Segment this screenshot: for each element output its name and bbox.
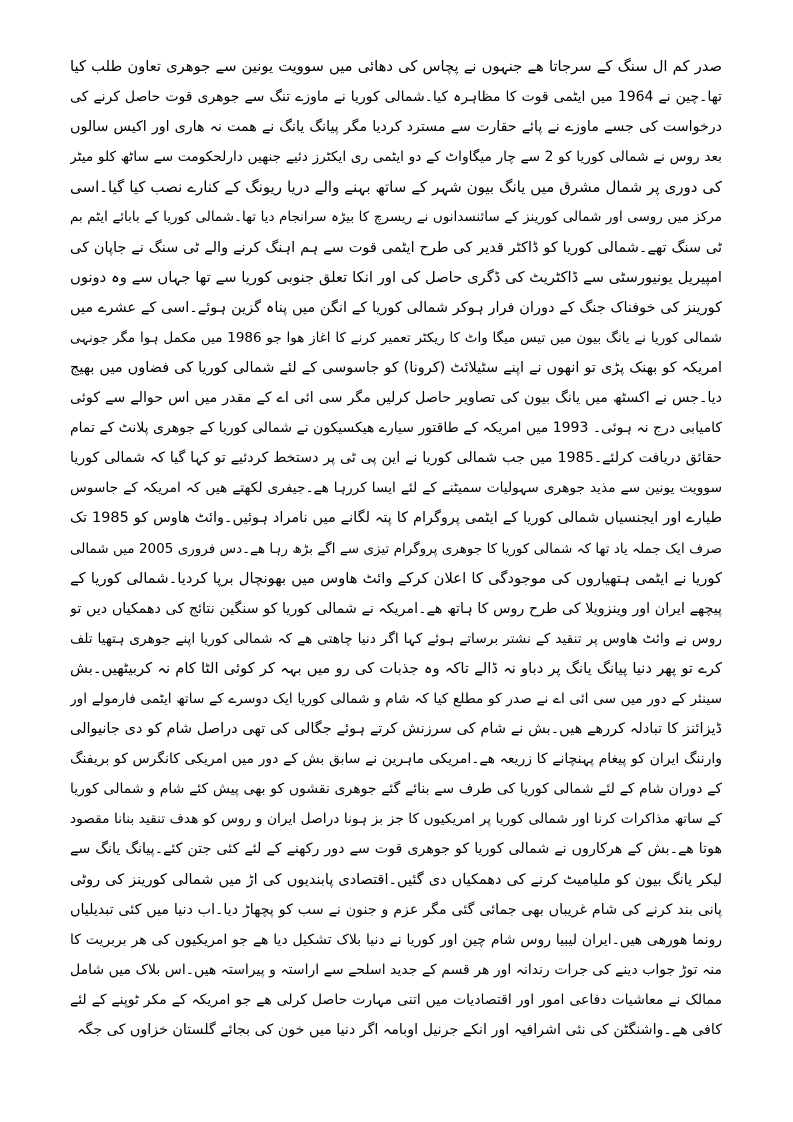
text-line: طیارے اور ایجنسیاں شمالی کوریا کے ایٹمی پروگرام کا پتہ لگانے میں نامراد ہوئیں۔وائٹ ھاوس کو 1985 تک xyxy=(70,510,722,527)
text-line: لیکر یانگ بیون کو ملیامیٹ کرنے کی دھمکیاں دی گئیں۔اقتصادی پابندیوں کی اڑ میں شمالی کورینز کی روٹی xyxy=(70,871,722,888)
text-line: رونما ھورھی ھیں۔ایران لیبیا روس شام چین اور کوریا نے دنیا بلاک تشکیل دیا ھے جو امریکیوں کی ھر بربریت کا xyxy=(70,931,722,948)
text-line: کامیابی درج نہ ہوئی۔ 1993 میں امریکہ کے طاقتور سیارے ھیکسیکون نے شمالی کوریا کے جوھری پلانٹ کے تمام xyxy=(70,420,722,437)
text-line: ڈیزائنز کا تبادلہ کررھے ھیں۔بش نے شام کی سرزنش کرتے ہوئے جگالی کی تھی دراصل شام کو دی جانیوالی xyxy=(70,721,722,738)
text-line: امریکہ کو بھنک پڑی تو انھوں نے اپنے سٹیلائٹ (کرونا) کو جاسوسی کے لئے شمالی کوریا کی فضاوں میں بھیج xyxy=(70,359,722,376)
article-body xyxy=(70,52,722,1045)
text-line: منہ توڑ جواب دینے کی جرات رندانہ اور ھر قسم کے جدید اسلحے سے اراستہ و پیراستہ ھیں۔اس بلاک میں شامل xyxy=(70,961,722,978)
text-line: پیچھے ایران اور وینزویلا کی طرح روس کا ہاتھ ھے۔امریکہ نے شمالی کوریا کو سنگین نتائج کی دھمکیاں دیں تو xyxy=(70,600,722,617)
text-line: کے دوران شام کے لئے شمالی کوریا کی طرف سے بنائے گئے جوھری نقشوں کو بھی پیش کئے شام و شمالی کوریا xyxy=(70,781,722,798)
text-line: کے ساتھ مذاکرات کرنا اور شمالی کوریا پر امریکیوں کا جز بز ہونا دراصل ایران و روس کو ھدف تنقید بنانا مقصود xyxy=(70,811,722,828)
text-line: دیا۔جس نے اکسٹھ میں یانگ بیون کی تصاویر حاصل کرلیں مگر سی ائی اے کے مقدر میں اس حوالے سے کوئی xyxy=(70,390,722,407)
text-line: تھا۔چین نے 1964 میں ایٹمی قوت کا مظاہرہ کیا۔شمالی کوریا نے ماوزے تنگ سے جوھری قوت حاصل کرنے کی xyxy=(70,89,722,106)
text-line: شمالی کوریا نے یانگ بیون میں تیس میگا واٹ کا ریکٹر تعمیر کرنے کا اغاز ھوا جو 1986 میں مکمل ہوا مگر جونہی xyxy=(70,329,722,346)
text-line: وارننگ ایران کو پیغام پہنچانے کا زریعہ ھے۔امریکی ماہرین نے سابق بش کے دور میں امریکی کانگرس کو بریفنگ xyxy=(70,751,722,768)
text-line: کوریا نے ایٹمی ہتھیاروں کی موجودگی کا اعلان کرکے وائٹ ھاوس میں بھونچال برپا کردیا۔شمالی کوریا کے xyxy=(70,569,722,587)
text-line: ھوتا ھے۔بش کے ھرکاروں نے شمالی کوریا کو جوھری قوت سے دور رکھنے کے لئے کئی جتن کئے۔پیانگ یانگ سے xyxy=(70,841,722,858)
text-line: کافی ھے۔واشنگٹن کی نئی اشرافیہ اور انکے جرنیل اوبامہ اگر دنیا میں خون کی بجائے گلستان خزاوں کی جگہ xyxy=(77,1022,722,1038)
text-line: صدر کم ال سنگ کے سرجاتا ھے جنہوں نے پچاس کی دھائی میں سوویت یونین سے جوھری تعاون طلب کیا xyxy=(70,58,722,75)
text-line: حقائق دریافت کرلئے۔1985 میں جب شمالی کوریا نے این پی ٹی پر دستخط کردئیے تو کہا گیا کہ شمالی کوریا xyxy=(70,450,722,467)
text-line: کورینز کی خوفناک جنگ کے دوران فرار ہوکر شمالی کوریا کے انگن میں پناہ گزین ہوئے۔اسی کے عشرے میں xyxy=(70,299,722,316)
text-line: سوویت یونین سے مذید جوھری سہولیات سمیٹنے کے لئے ایسا کررہا ھے۔جیفری لکھتے ھیں کہ امریکہ کے جاسوس xyxy=(70,480,722,497)
text-line: ٹی سنگ تھے۔شمالی کوریا کو ڈاکٹر قدیر کی طرح ایٹمی قوت سے ہم اہنگ کرنے والے ٹی سنگ نے جاپان کی xyxy=(70,239,722,256)
text-line: روس نے وائٹ ھاوس پر تنقید کے نشتر برساتے ہوئے کہا اگر دنیا چاھتی ھے کہ شمالی کوریا اپنے جوھری ہتھیا تلف xyxy=(70,630,722,647)
text-line: امپیریل یونیورسٹی سے ڈاکٹریٹ کی ڈگری حاصل کی اور انکا تعلق جنوبی کوریا سے تھا جہاں سے وہ دونوں xyxy=(70,268,722,286)
text-line: درخواست کی جسے ماوزے نے پائے حقارت سے مسترد کردیا مگر پیانگ یانگ نے ھمت نہ ھاری اور اکیس سالوں xyxy=(70,119,722,136)
text-line: بعد روس نے شمالی کوریا کو 2 سے چار میگاواٹ کے دو ایٹمی ری ایکٹرز دئیے جنھیں دارلحکومت سے ساٹھ کلو میٹر xyxy=(70,149,722,166)
text-line: پانی بند کرنے کی شام غریباں بھی جمائی گئی مگر عزم و جنون نے سب کو پچھاڑ دیا۔اب دنیا میں کئی تبدیلیاں xyxy=(70,901,722,918)
text-line: کی دوری پر شمال مشرق میں یانگ بیون شہر کے ساتھ بہنے والے دریا ریونگ کے کنارے نصب کیا گیا۔اسی xyxy=(70,178,722,197)
text-line: صرف ایک جملہ یاد تھا کہ شمالی کوریا کا جوھری پروگرام تیزی سے اگے بڑھ رہا ھے۔دس فروری 2005 میں شمالی xyxy=(70,540,722,557)
text-line: مرکز میں روسی اور شمالی کورینز کے سائنسدانوں نے ریسرچ کا بیڑہ سرانجام دیا تھا۔شمالی کوریا کے بابائے ایٹم بم xyxy=(70,209,722,226)
text-line: ممالک نے معاشیات دفاعی امور اور اقتصادیات میں اتنی مہارت حاصل کرلی ھے جو امریکہ کے مکر ٹوپنے کے لئے xyxy=(70,991,722,1008)
text-line: کرے تو پھر دنیا پیانگ یانگ پر دباو نہ ڈالے تاکہ وہ جذبات کی رو میں بہہ کر کوئی الٹا کام نہ کربیٹھیں۔بش xyxy=(70,659,722,677)
text-line: سینئر کے دور میں سی ائی اے نے صدر کو مطلع کیا کہ شام و شمالی کوریا ایک دوسرے کے ساتھ ایٹمی فارمولے اور xyxy=(70,690,722,707)
